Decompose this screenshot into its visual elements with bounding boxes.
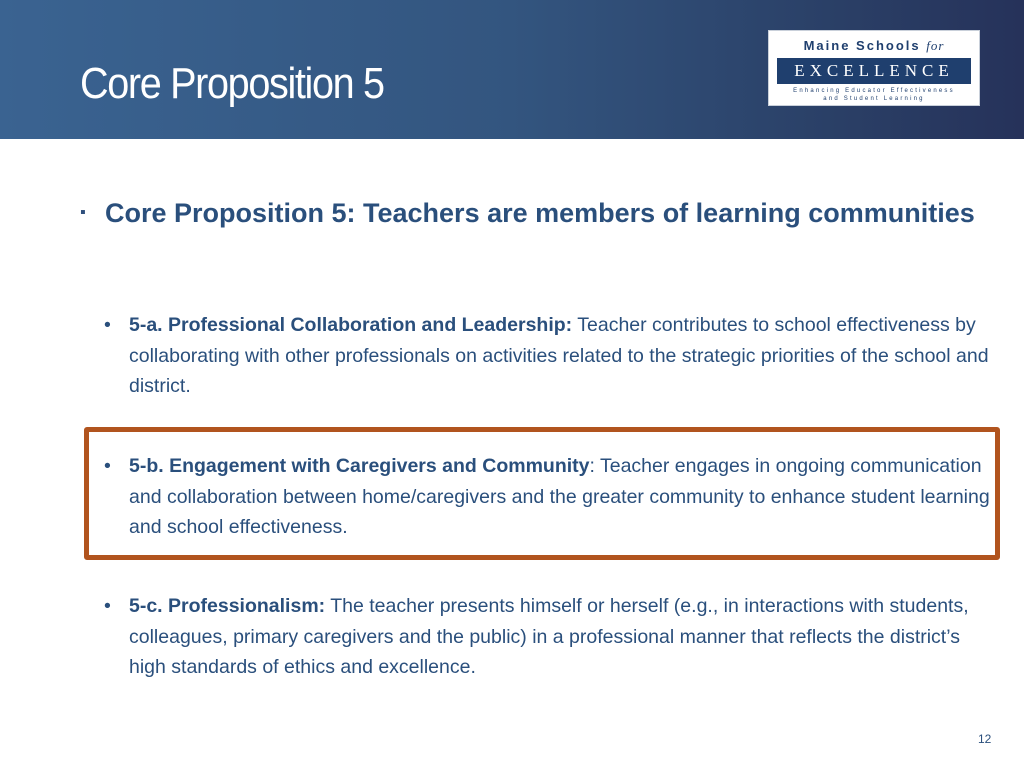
bullet-dot-icon: • [104, 595, 111, 617]
square-bullet-icon: ▪ [80, 204, 86, 221]
bullet-dot-icon: • [104, 314, 111, 336]
sub-bullet-5b-separator: : [589, 455, 600, 477]
sub-bullet-5a [104, 310, 994, 402]
logo-line1 [769, 38, 979, 53]
main-bullet [80, 196, 990, 230]
sub-bullet-5a-text [129, 310, 994, 402]
sub-bullet-5b-label: 5-b. Engagement with Caregivers and Community [129, 455, 590, 477]
logo-tagline-1: Enhancing Educator Effectiveness [793, 88, 955, 94]
sub-bullet-5a-body: Teacher contributes to school effectiveness by collaborating with other professionals on activities related to the strategic priorities of the school and district. [129, 314, 989, 397]
logo-band [777, 58, 971, 84]
sub-bullet-5b-text [129, 451, 994, 543]
logo-tagline-2: and Student Learning [823, 96, 925, 102]
logo-line1-for: for [926, 38, 945, 53]
logo-line1-main: Maine Schools [803, 38, 927, 53]
slide-header [0, 0, 1024, 139]
bullet-dot-icon: • [104, 455, 111, 477]
slide-title: Core Proposition 5 [80, 59, 384, 108]
maine-schools-for-excellence-logo [768, 30, 980, 106]
main-bullet-text: Core Proposition 5: Teachers are members of learning communities [105, 198, 975, 228]
logo-band-text: EXCELLENCE [794, 61, 954, 80]
page-number: 12 [978, 732, 992, 746]
sub-bullet-5b-body: Teacher engages in ongoing communication and collaboration between home/caregivers and the greater community to enhance student learning and school effectiveness. [129, 455, 990, 538]
sub-bullet-5c-text [129, 591, 994, 683]
sub-bullet-5c-body: The teacher presents himself or herself (e.g., in interactions with students, colleagues, primary caregivers and the public) in a professional manner that reflects the district’s high standards of ethics and excellence. [129, 595, 969, 678]
sub-bullet-5a-label: 5-a. Professional Collaboration and Leadership: [129, 314, 573, 336]
sub-bullet-5b [104, 451, 994, 543]
sub-bullet-5c [104, 591, 994, 683]
sub-bullet-5c-label: 5-c. Professionalism: [129, 595, 326, 617]
